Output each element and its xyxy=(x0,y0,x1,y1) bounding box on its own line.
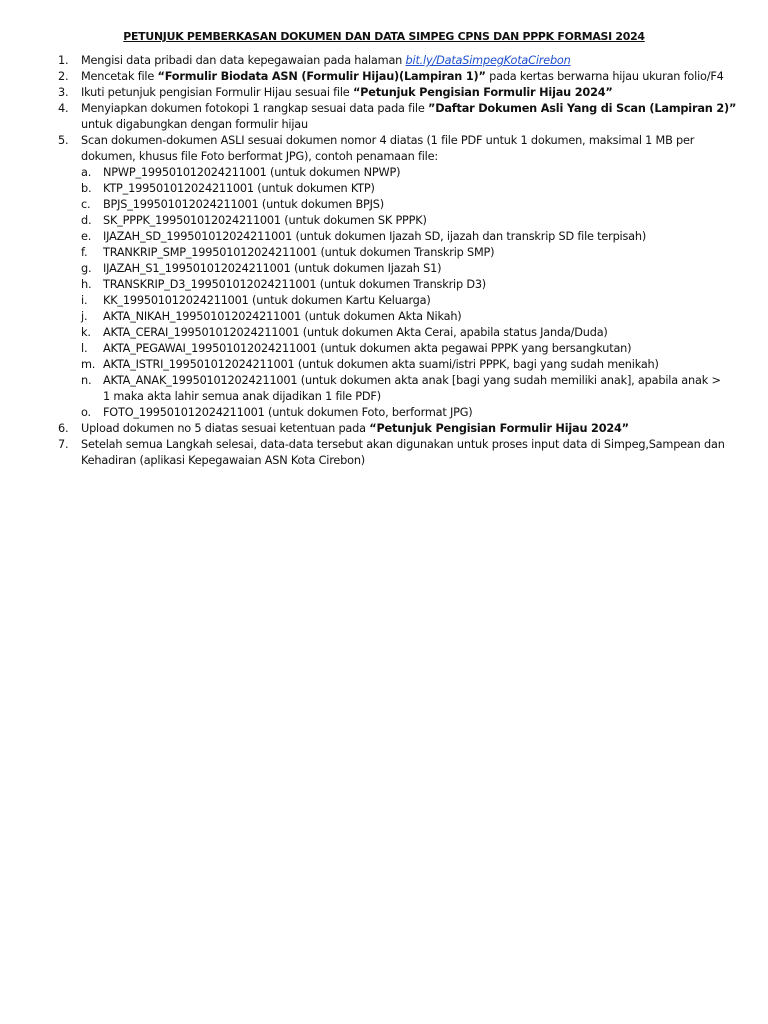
sub-text: TRANKRIP_SMP_199501012024211001 (untuk dokumen Transkrip SMP) xyxy=(103,246,495,259)
list-item-7 xyxy=(0,437,768,469)
sub-text: AKTA_PEGAWAI_199501012024211001 (untuk dokumen akta pegawai PPPK yang bersangkutan) xyxy=(103,342,632,355)
sub-letter: g. xyxy=(81,262,92,275)
item-number: 5. xyxy=(58,134,69,147)
sub-item-d xyxy=(0,213,768,229)
sub-item-e xyxy=(0,229,768,245)
sub-item-n xyxy=(0,373,768,405)
item-bold-text: “Petunjuk Pengisian Formulir Hijau 2024” xyxy=(369,422,629,435)
sub-text: BPJS_199501012024211001 (untuk dokumen BPJS) xyxy=(103,198,384,211)
sub-letter: n. xyxy=(81,374,92,387)
instruction-list xyxy=(0,53,768,469)
sub-text: AKTA_ISTRI_199501012024211001 (untuk dokumen akta suami/istri PPPK, bagi yang sudah menikah) xyxy=(103,358,659,371)
sub-item-f xyxy=(0,245,768,261)
item-text: Menyiapkan dokumen fotokopi 1 rangkap sesuai data pada file xyxy=(81,102,428,115)
item-text: Kehadiran (aplikasi Kepegawaian ASN Kota Cirebon) xyxy=(81,454,366,467)
sub-text: IJAZAH_SD_199501012024211001 (untuk dokumen Ijazah SD, ijazah dan transkrip SD file terpisah) xyxy=(103,230,647,243)
list-item-5 xyxy=(0,133,768,165)
sub-letter: m. xyxy=(81,358,96,371)
item-bold-text: “Petunjuk Pengisian Formulir Hijau 2024” xyxy=(352,86,613,99)
item-text: pada kertas berwarna hijau ukuran folio/F4 xyxy=(485,70,724,83)
sub-item-c xyxy=(0,197,768,213)
item-continuation: untuk digabungkan dengan formulir hijau xyxy=(81,118,308,131)
list-item-6 xyxy=(0,421,768,437)
item-number: 7. xyxy=(58,438,69,451)
item-text: Scan dokumen-dokumen ASLI sesuai dokumen nomor 4 diatas (1 file PDF untuk 1 dokumen, maksimal 1 MB per xyxy=(81,134,695,147)
sub-letter: d. xyxy=(81,214,92,227)
item-number: 2. xyxy=(58,70,69,83)
item-number: 4. xyxy=(58,102,69,115)
sub-letter: i. xyxy=(81,294,88,307)
sub-item-l xyxy=(0,341,768,357)
sub-item-k xyxy=(0,325,768,341)
item-bold-text: “Formulir Biodata ASN (Formulir Hijau)(Lampiran 1)” xyxy=(157,70,486,83)
sub-item-m xyxy=(0,357,768,373)
sub-text: AKTA_CERAI_199501012024211001 (untuk dokumen Akta Cerai, apabila status Janda/Duda) xyxy=(103,326,608,339)
sub-text: AKTA_NIKAH_199501012024211001 (untuk dokumen Akta Nikah) xyxy=(103,310,462,323)
sub-text: FOTO_199501012024211001 (untuk dokumen Foto, berformat JPG) xyxy=(103,406,473,419)
sub-text: SK_PPPK_199501012024211001 (untuk dokumen SK PPPK) xyxy=(103,214,427,227)
list-item-3 xyxy=(0,85,768,101)
sub-text: AKTA_ANAK_199501012024211001 (untuk dokumen akta anak [bagi yang sudah memiliki anak], apabila anak > xyxy=(103,374,721,387)
sub-letter: o. xyxy=(81,406,91,419)
simpeg-link[interactable]: bit.ly/DataSimpegKotaCirebon xyxy=(405,54,571,67)
sub-letter: k. xyxy=(81,326,91,339)
item-text: Upload dokumen no 5 diatas sesuai ketentuan pada xyxy=(81,422,370,435)
item-text: Mengisi data pribadi dan data kepegawaian pada halaman xyxy=(81,54,406,67)
list-item-2 xyxy=(0,69,768,85)
sub-text: NPWP_199501012024211001 (untuk dokumen NPWP) xyxy=(103,166,401,179)
sub-continuation: 1 maka akta lahir semua anak dijadikan 1 file PDF) xyxy=(103,390,381,403)
item-number: 3. xyxy=(58,86,69,99)
sub-letter: j. xyxy=(81,310,88,323)
sub-item-i xyxy=(0,293,768,309)
item-text: dokumen, khusus file Foto berformat JPG), contoh penamaan file: xyxy=(81,150,438,163)
sub-item-g xyxy=(0,261,768,277)
page-title: PETUNJUK PEMBERKASAN DOKUMEN DAN DATA SIMPEG CPNS DAN PPPK FORMASI 2024 xyxy=(123,30,645,43)
sub-text: TRANSKRIP_D3_199501012024211001 (untuk dokumen Transkrip D3) xyxy=(103,278,487,291)
list-item-4 xyxy=(0,101,768,133)
item-text: Ikuti petunjuk pengisian Formulir Hijau sesuai file xyxy=(81,86,353,99)
sub-item-o xyxy=(0,405,768,421)
sub-letter: c. xyxy=(81,198,91,211)
item-bold-text: ”Daftar Dokumen Asli Yang di Scan (Lampiran 2)” xyxy=(427,102,737,115)
item-text: Setelah semua Langkah selesai, data-data tersebut akan digunakan untuk proses input data di Simpeg,Sampean dan xyxy=(81,438,725,451)
sub-item-j xyxy=(0,309,768,325)
sub-letter: e. xyxy=(81,230,92,243)
sub-text: KK_199501012024211001 (untuk dokumen Kartu Keluarga) xyxy=(103,294,431,307)
sub-letter: b. xyxy=(81,182,92,195)
sub-item-h xyxy=(0,277,768,293)
item-text: Mencetak file xyxy=(81,70,158,83)
sub-letter: h. xyxy=(81,278,92,291)
sub-letter: l. xyxy=(81,342,88,355)
sub-item-a xyxy=(0,165,768,181)
item-number: 6. xyxy=(58,422,69,435)
sub-text: IJAZAH_S1_199501012024211001 (untuk dokumen Ijazah S1) xyxy=(103,262,442,275)
sub-letter: f. xyxy=(81,246,88,259)
sub-item-b xyxy=(0,181,768,197)
list-item-1 xyxy=(0,53,768,69)
sub-letter: a. xyxy=(81,166,92,179)
sub-text: KTP_199501012024211001 (untuk dokumen KTP) xyxy=(103,182,375,195)
item-number: 1. xyxy=(58,54,69,67)
